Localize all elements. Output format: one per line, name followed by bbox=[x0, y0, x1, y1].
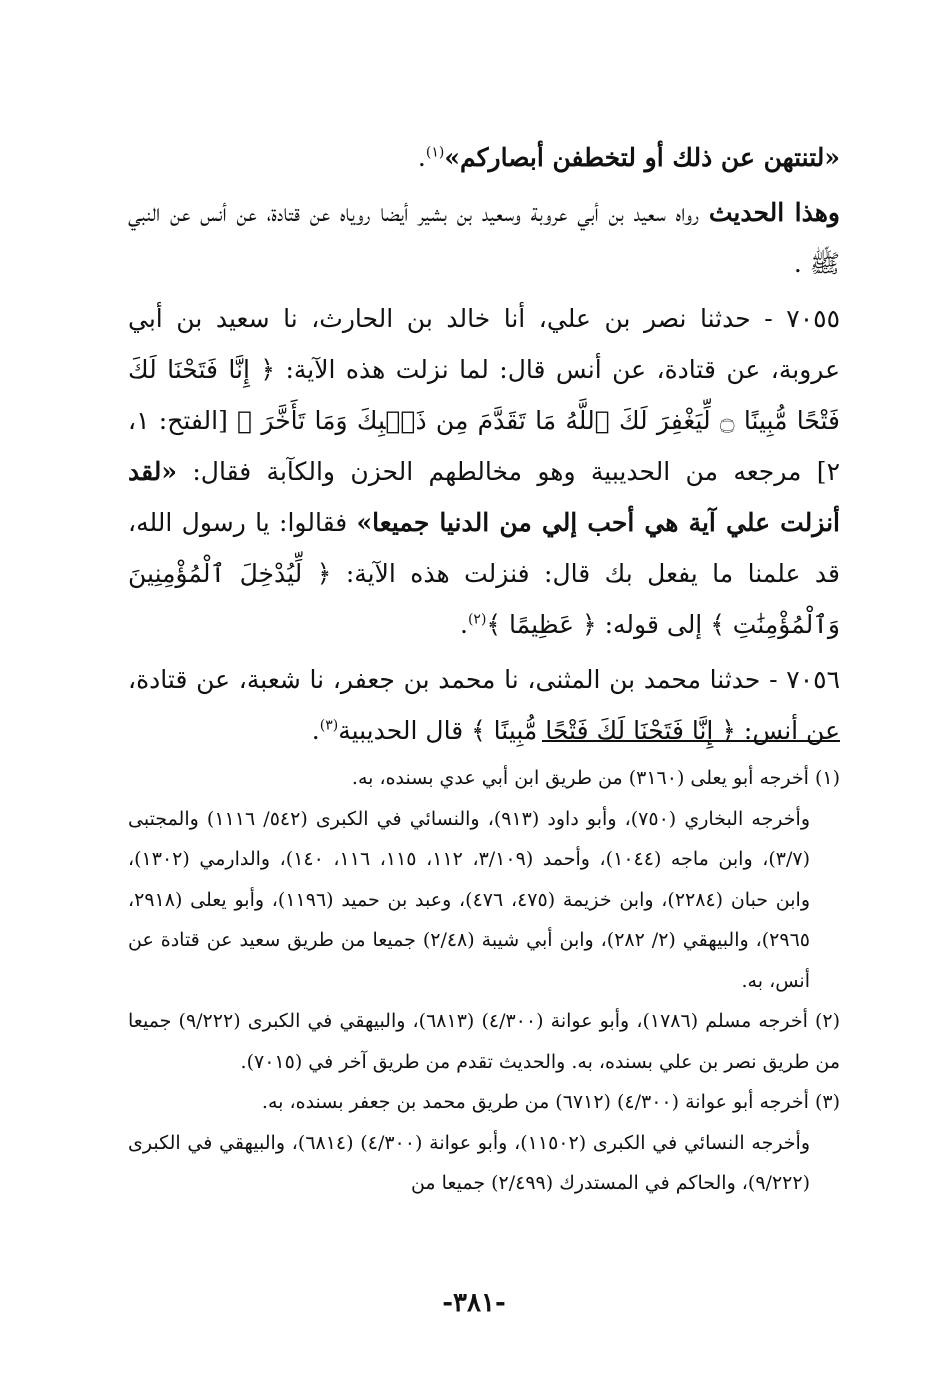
period: . bbox=[460, 610, 468, 639]
hadith-7055 bbox=[128, 293, 840, 650]
period: . bbox=[417, 143, 426, 172]
footnote-1-continued: وأخرجه البخاري (٧٥٠)، وأبو داود (٩١٣)، والنسائي في الكبرى (٥٤٢/ ١١١٦) والمجتبى (٣/٧)، وابن ماجه (١٠٤٤)، وأحمد (٣/١٠٩، ١١٢، ١١٥، ١١٦، ١٤٠)، والدارمي (١٣٠٢)، وابن حبان (٢٢٨٤)، وابن خزيمة (٤٧٥، ٤٧٦)، وعبد بن حميد (١١٩٦)، وأبو يعلى (٢٩١٨، ٢٩٦٥)، والبيهقي (٢/ ٢٨٢)، وابن أبي شيبة (٢/٤٨) جميعا من طريق سعيد عن قتادة عن أنس، به. bbox=[128, 807, 811, 992]
hadith-7055-text-a: ٧٠٥٥ - حدثنا نصر بن علي، أنا خالد بن الحارث، نا سعيد بن أبي عروبة، عن قتادة، عن أنس قال: لما نزلت هذه الآية: ﴿ إِنَّا فَتَحْنَا لَكَ فَتْحًا مُّبِينًا ۝ لِّيَغْفِرَ لَكَ ٱللَّهُ مَا تَقَدَّمَ مِن ذَنۢبِكَ وَمَا تَأَخَّرَ ﴾ [الفتح: ١، ٢] مرجعه من الحديبية وهو مخالطهم الحزن والكآبة فقال: bbox=[128, 304, 840, 486]
hadith-7055-quote: «لقد أنزلت علي آية هي أحب إلي من الدنيا جميعا» bbox=[128, 457, 840, 537]
hadith-7056-text: ٧٠٥٦ - حدثنا محمد بن المثنى، نا محمد بن جعفر، نا شعبة، عن قتادة، عن أنس: ﴿ إِنَّا فَتَحْنَا لَكَ فَتْحًا مُّبِينًا ﴾ قال الحديبية bbox=[128, 665, 840, 745]
page-number: -٣٨١- bbox=[442, 1288, 506, 1318]
footnote-ref-2[interactable]: (٢) bbox=[467, 611, 487, 628]
footnote-ref-1[interactable]: (١) bbox=[425, 144, 445, 161]
footnotes bbox=[128, 758, 840, 1204]
footnote-divider bbox=[542, 740, 840, 742]
paragraph-1 bbox=[128, 132, 840, 183]
hadith-quote: «لتنتهن عن ذلك أو لتخطفن أبصاركم» bbox=[444, 143, 840, 172]
hadith-7055-text-b: فقالوا: يا رسول الله، قد علمنا ما يفعل بك قال: فنزلت هذه الآية: ﴿ لِّيُدْخِلَ ٱلْمُؤْمِنِينَ وَٱلْمُؤْمِنَٰتِ ﴾ إلى قوله: ﴿ عَظِيمًا ﴾ bbox=[128, 508, 840, 639]
footnote-ref-3[interactable]: (٣) bbox=[319, 717, 339, 734]
footnote-3: (٣) أخرجه أبو عوانة (٤/٣٠٠) (٦٧١٢) من طريق محمد بن جعفر بسنده، به. bbox=[261, 1091, 840, 1113]
footnote-3-continued: وأخرجه النسائي في الكبرى (١١٥٠٢)، وأبو عوانة (٤/٣٠٠) (٦٨١٤)، والبيهقي في الكبرى (٩/٢٢٢)، والحاكم في المستدرك (٢/٤٩٩) جميعا من bbox=[128, 1131, 810, 1194]
period: . bbox=[311, 716, 320, 745]
footnote-2: (٢) أخرجه مسلم (١٧٨٦)، وأبو عوانة (٤/٣٠٠) (٦٨١٣)، والبيهقي في الكبرى (٩/٢٢٢) جميعا من طريق نصر بن علي بسنده، به. والحديث تقدم من طريق آخر في (٧٠١٥). bbox=[128, 1010, 841, 1073]
main-text bbox=[128, 132, 840, 756]
paragraph-2-text: رواه سعيد بن أبي عروبة وسعيد بن بشير أيضا روياه عن قتادة، عن أنس عن النبي ﷺ . bbox=[128, 198, 840, 278]
footnote-1: (١) أخرجه أبو يعلى (٣١٦٠) من طريق ابن أبي عدي بسنده، به. bbox=[351, 767, 840, 789]
paragraph-2-lead: وهذا الحديث bbox=[708, 198, 841, 227]
paragraph-2 bbox=[128, 187, 840, 289]
